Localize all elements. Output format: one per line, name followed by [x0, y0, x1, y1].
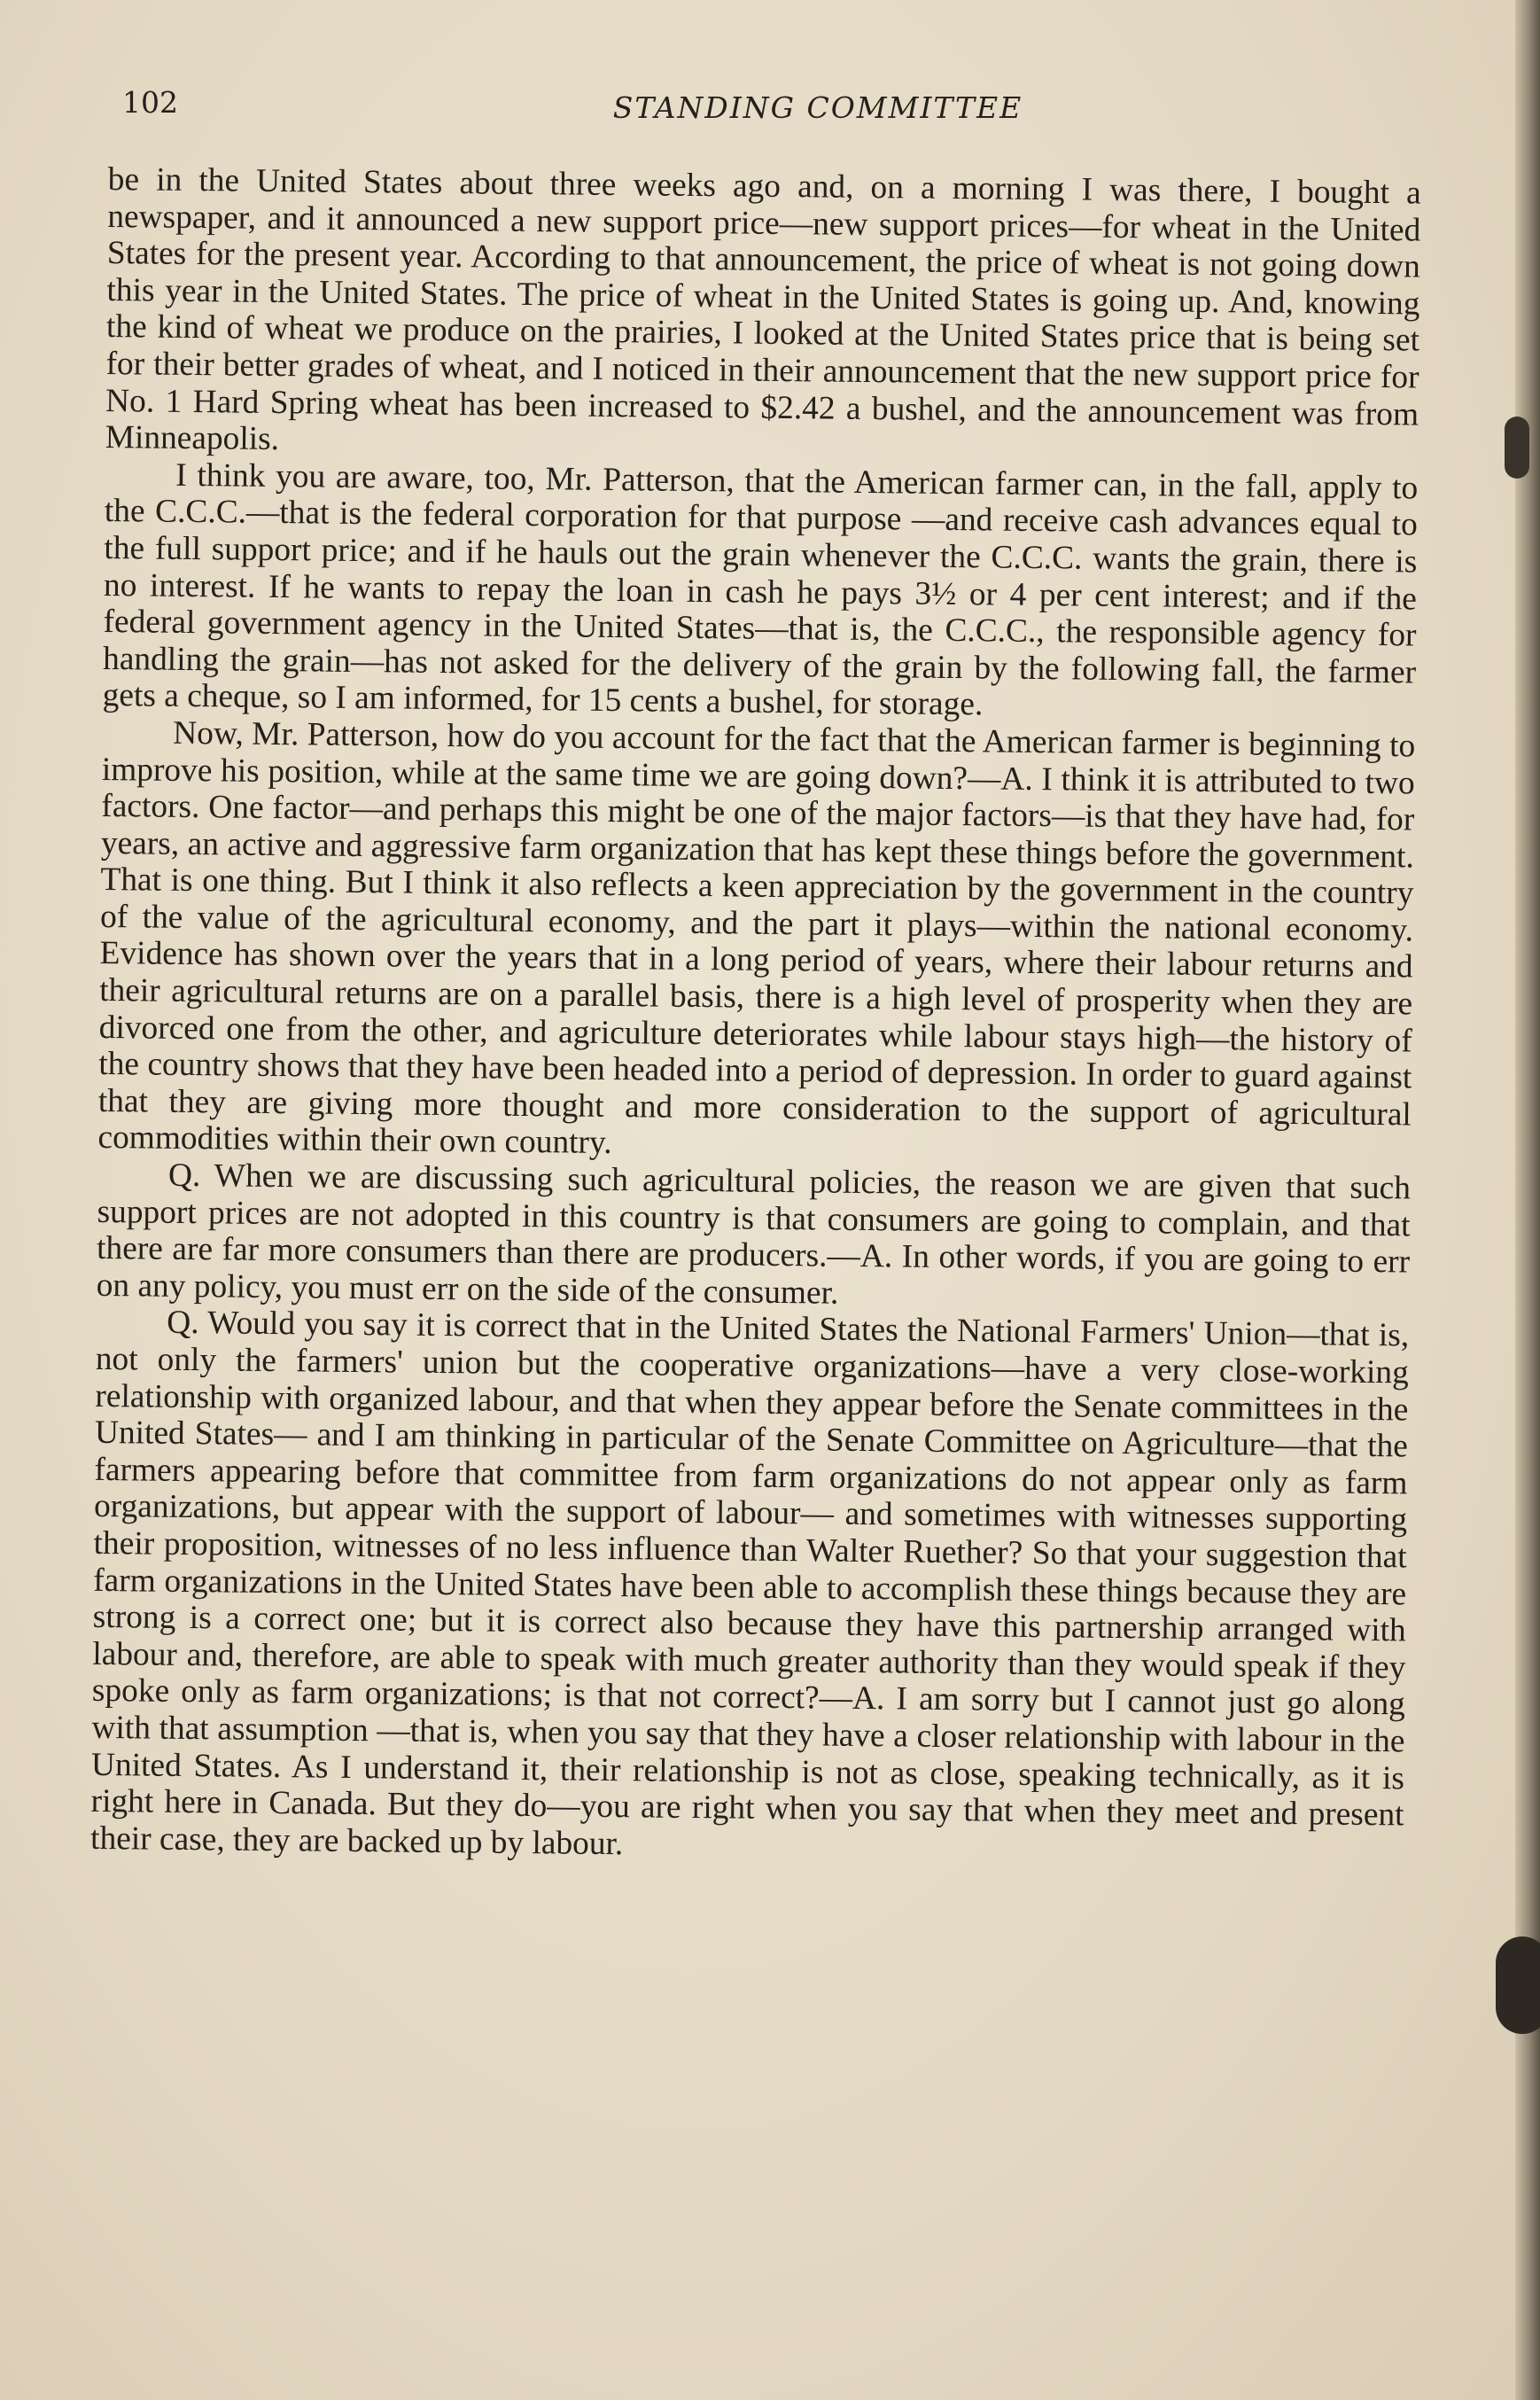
paragraph-1: be in the United States about three weeks ago and, on a morning I was there, I bought a newspaper, and it announced a new support price—new support prices—for wheat in the United States for the present year. According to that announcement, the price of wheat is not going down this year in the United States. The price of wheat in the United States is going up. And, knowing the kind of wheat we produce on the prairies, I looked at the United States price that is being set for their better grades of wheat, and I noticed in their announcement that the new support price for No. 1 Hard Spring wheat has been increased to $2.42 a bushel, and the announcement was from Minneapolis.: [105, 161, 1421, 458]
page-edge-shadow: [1515, 0, 1540, 2400]
paragraph-4: Q. When we are discussing such agricultural policies, the reason we are given that such support prices are not adopted in this country is that consumers are going to complain, and that there are far more consumers than there are producers.—A. In other words, if you are going to err on any policy, you must err on the side of the consumer.: [96, 1157, 1412, 1312]
paragraph-3: Now, Mr. Patterson, how do you account for the fact that the American farmer is beginning to improve his position, while at the same time we are going down?—A. I think it is attributed to two factors. One factor—and perhaps this might be one of the major factors—is that they have had, for years, an active and aggressive farm organization that has kept these things before the government. That is one thing. But I think it also reflects a keen appreciation by the government in the country of the value of the agricultural economy, and the part it plays—within the national economy. Evidence has shown over the years that in a long period of years, where their labour returns and their agricultural returns are on a parallel basis, there is a high level of prosperity when they are divorced one from the other, and agriculture deteriorates while labour stays high—the history of the country shows that they have been headed into a period of depression. In order to guard against that they are giving more thought and more consideration to the support of agricultural commodities within their own country.: [97, 714, 1416, 1162]
binding-hole-upper: [1505, 417, 1529, 479]
paragraph-5: Q. Would you say it is correct that in the United States the National Farmers' Union—that is, not only the farmers' union but the cooperative organizations—have a very close-working relationship with organized labour, and that when they appear before the Senate committees in the United States— and I am thinking in particular of the Senate Committee on Agriculture—that the farmers appearing before that committee from farm organizations do not appear only as farm organizations, but appear with the support of labour— and sometimes with witnesses supporting their proposition, witnesses of no less influence than Walter Ruether? So that your suggestion that farm organizations in the United States have been able to accomplish these things because they are strong is a correct one; but it is correct also because they have this partnership arranged with labour and, therefore, are able to speak with much greater authority than they would speak if they spoke only as farm organizations; is that not correct?—A. I am sorry but I cannot just go along with that assumption —that is, when you say that they have a closer relationship with labour in the United States. As I understand it, their relationship is not as close, speaking technically, as it is right here in Canada. But they do—you are right when you say that when they meet and present their case, they are backed up by labour.: [89, 1305, 1410, 1862]
page-number: 102: [122, 85, 178, 120]
running-head: STANDING COMMITTEE: [612, 90, 1023, 125]
binding-hole-lower: [1496, 1936, 1540, 2034]
paragraph-2: I think you are aware, too, Mr. Patterson, that the American farmer can, in the fall, apply to the C.C.C.—that is the federal corporation for that purpose —and receive cash advances equal to the full support price; and if he hauls out the grain whenever the C.C.C. wants the grain, there is no interest. If he wants to repay the loan in cash he pays 3½ or 4 per cent interest; and if the federal government agency in the United States—that is, the C.C.C., the responsible agency for handling the grain—has not asked for the delivery of the grain by the following fall, the farmer gets a cheque, so I am informed, for 15 cents a bushel, for storage.: [102, 456, 1419, 723]
page-header: [122, 82, 1434, 126]
body-text: [90, 161, 1421, 1871]
